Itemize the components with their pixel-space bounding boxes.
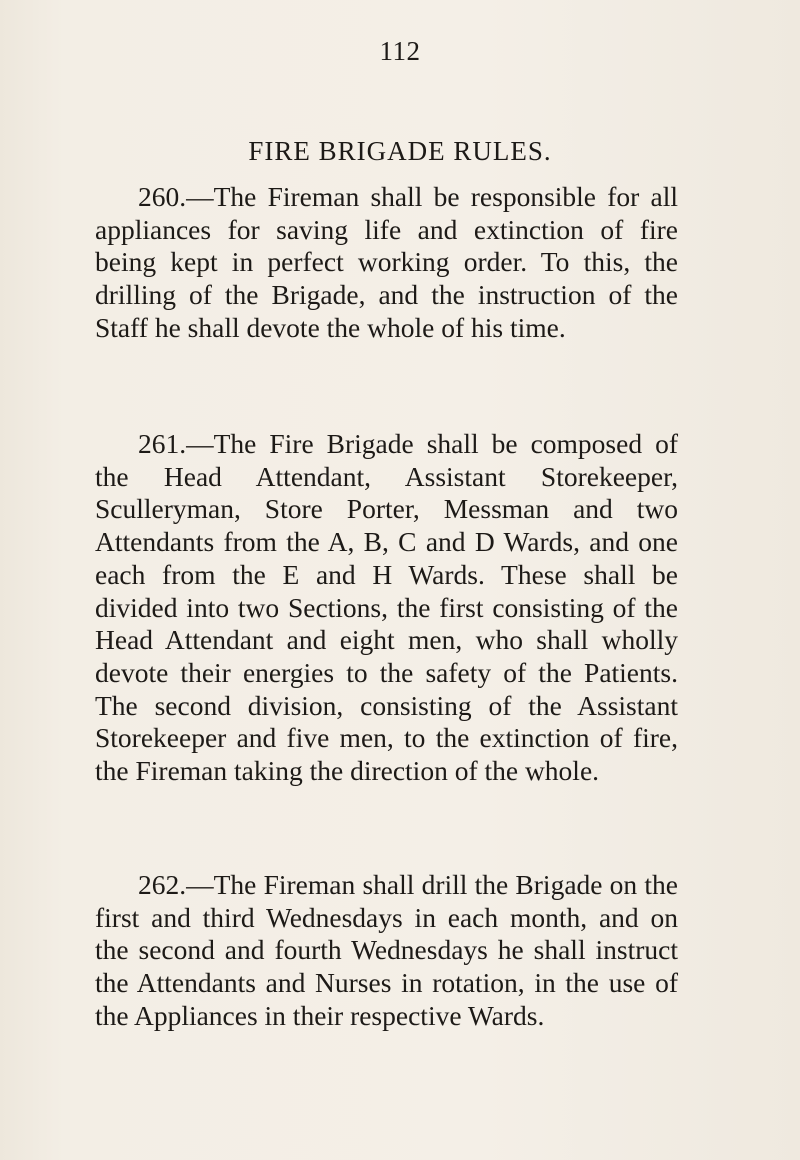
rule-262-paragraph: 262.—The Fireman shall drill the Brigade on the first and third Wednesdays in each month, and on the second and fourth Wednesdays he shall instruct the Attendants and Nurses in rotation, in the use of the Appliances in their respective Wards. <box>95 869 678 1031</box>
rule-260-paragraph: 260.—The Fireman shall be responsible for all appliances for saving life and extinction of fire being kept in perfect working order. To this, the drilling of the Brigade, and the instruction of the Staff he shall devote the whole of his time. <box>95 181 678 343</box>
rule-261-paragraph: 261.—The Fire Brigade shall be composed of the Head Attendant, Assistant Storekeeper, Sculleryman, Store Porter, Messman and two Attendants from the A, B, C and D Wards, and one each from the E and H Wards. These shall be divided into two Sections, the first consisting of the Head Attendant and eight men, who shall wholly devote their energies to the safety of the Patients. The second division, consisting of the Assistant Storekeeper and five men, to the extinction of fire, the Fireman taking the direction of the whole. <box>95 428 678 787</box>
page-number: 112 <box>379 36 421 66</box>
page-heading: FIRE BRIGADE RULES. <box>248 136 552 166</box>
